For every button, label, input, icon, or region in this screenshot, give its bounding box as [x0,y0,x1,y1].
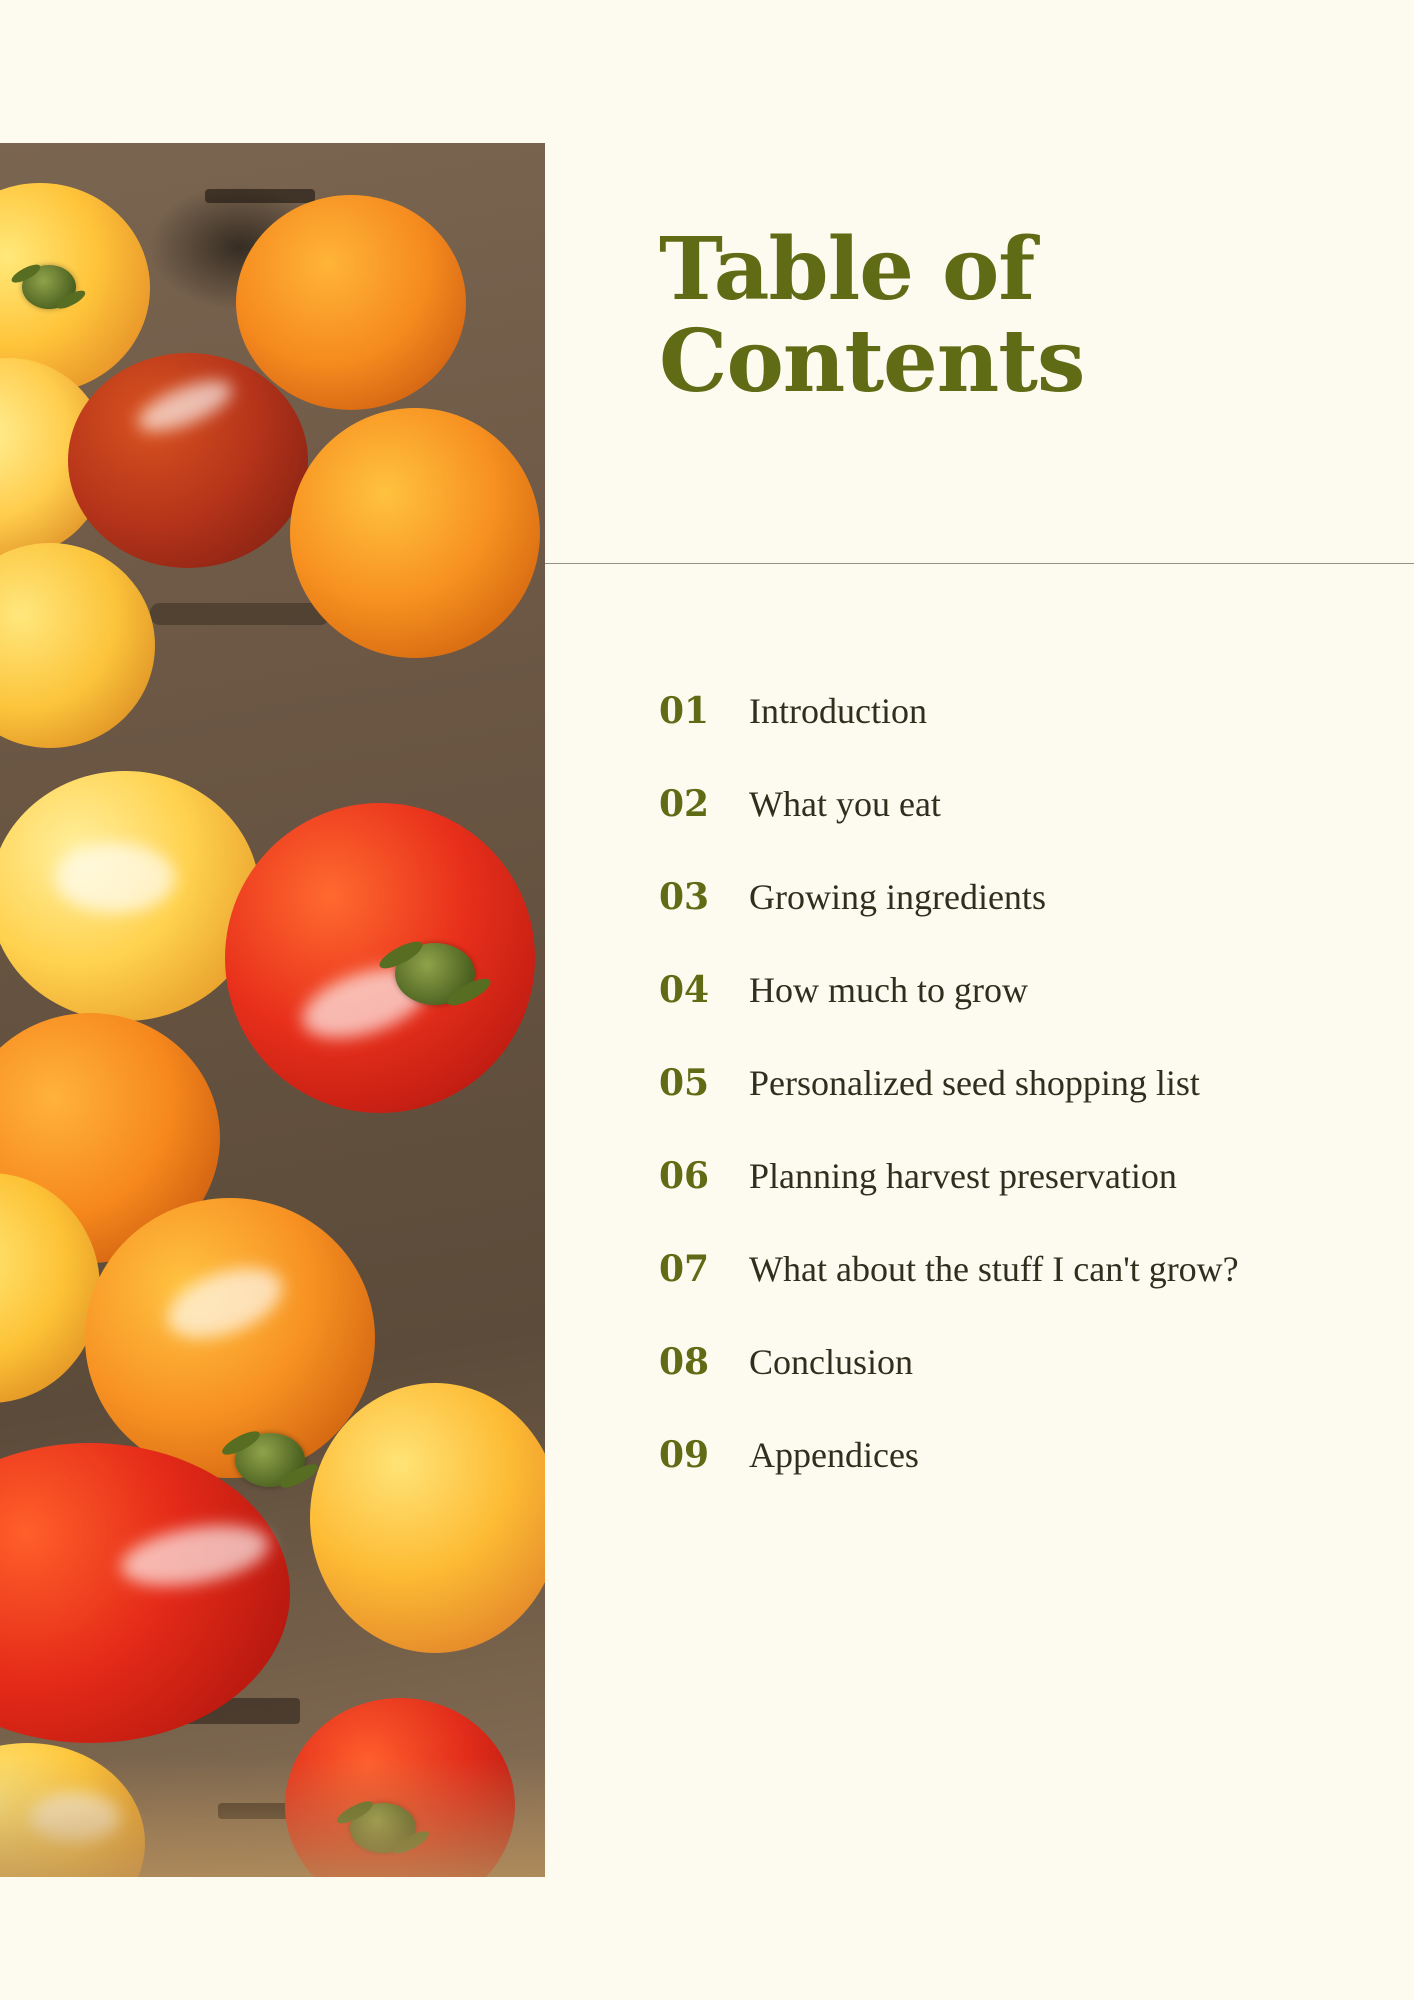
toc-label: What about the stuff I can't grow? [749,1249,1239,1289]
tomato [236,195,466,410]
toc-entry[interactable] [659,1248,1379,1341]
tomato [310,1383,545,1653]
toc-entry[interactable] [659,1341,1379,1434]
toc-entry[interactable] [659,969,1379,1062]
toc-label: How much to grow [749,970,1028,1010]
page-title [659,219,1299,413]
toc-entry[interactable] [659,1155,1379,1248]
page-title-line-1: Table of [659,219,1035,320]
toc-number: 01 [659,690,710,732]
toc-number: 02 [659,783,710,825]
toc-entry[interactable] [659,876,1379,969]
content-column [545,0,1414,2000]
toc-label: Appendices [749,1435,919,1475]
toc-label: Planning harvest preservation [749,1156,1177,1196]
toc-number: 04 [659,969,710,1011]
toc-entry[interactable] [659,690,1379,783]
toc-label: Introduction [749,691,927,731]
table-of-contents [659,690,1379,1527]
toc-number: 07 [659,1248,710,1290]
toc-entry[interactable] [659,1434,1379,1527]
toc-label: What you eat [749,784,941,824]
toc-number: 08 [659,1341,710,1383]
toc-label: Growing ingredients [749,877,1046,917]
cover-image [0,143,545,1877]
toc-entry[interactable] [659,1062,1379,1155]
toc-label: Personalized seed shopping list [749,1063,1200,1103]
toc-number: 09 [659,1434,710,1476]
toc-number: 03 [659,876,710,918]
tomato [85,1198,375,1478]
toc-entry[interactable] [659,783,1379,876]
divider [545,563,1414,564]
toc-number: 06 [659,1155,710,1197]
page-title-line-2: Contents [659,311,1085,413]
tomato [225,803,535,1113]
tomato [290,408,540,658]
toc-number: 05 [659,1062,710,1104]
toc-label: Conclusion [749,1342,914,1382]
